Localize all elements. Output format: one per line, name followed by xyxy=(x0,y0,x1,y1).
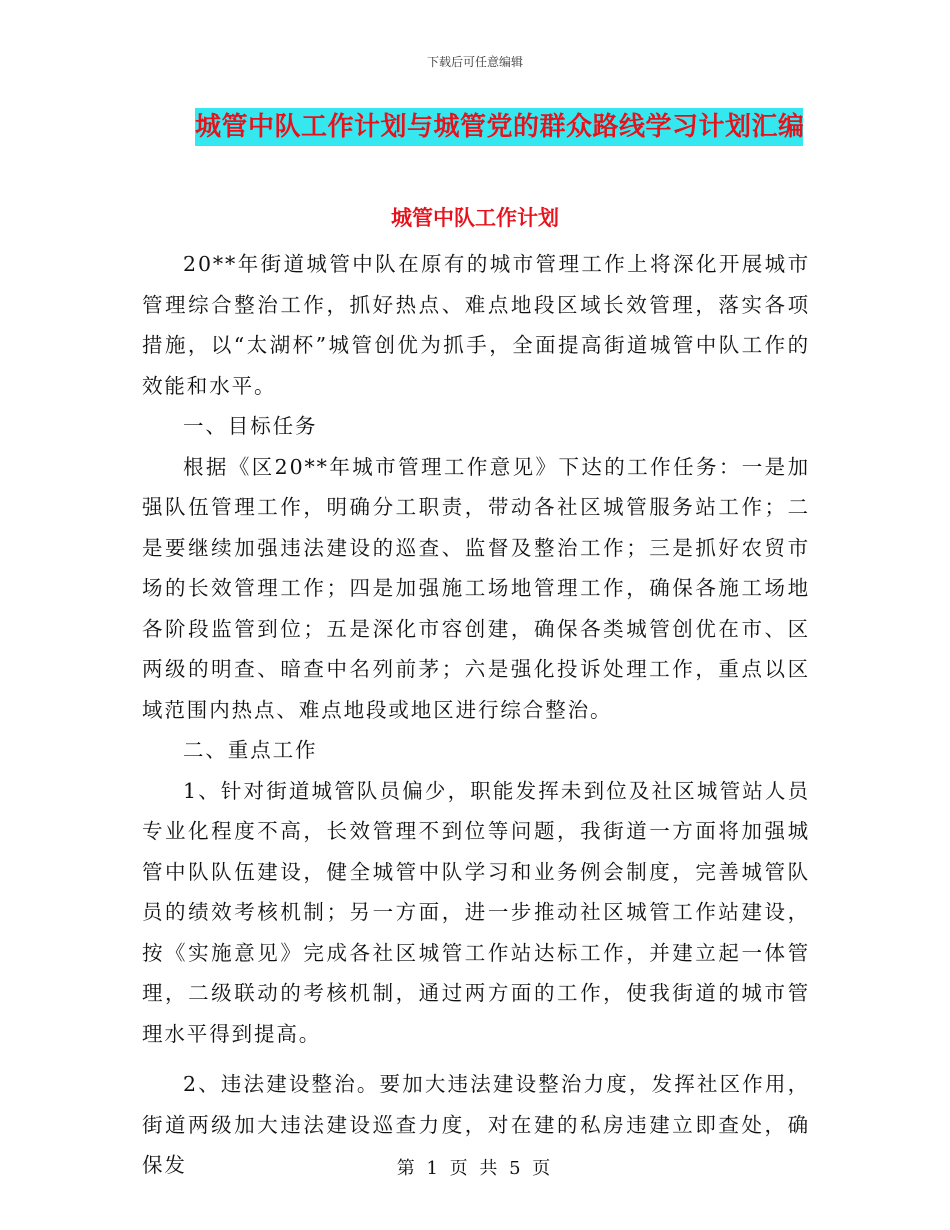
header-note: 下载后可任意编辑 xyxy=(426,55,523,69)
document-body xyxy=(142,244,810,1186)
heading-key-work: 二、重点工作 xyxy=(183,738,318,762)
document-title: 城管中队工作计划与城管党的群众路线学习计划汇编 xyxy=(195,108,803,146)
paragraph-key-work-2: 2、违法建设整治。要加大违法建设整治力度，发挥社区作用，街道两级加大违法建设巡查力度，对在建的私房违建立即查处，确保发 xyxy=(142,1072,810,1177)
paragraph-intro: 20**年街道城管中队在原有的城市管理工作上将深化开展城市管理综合整治工作，抓好热点、难点地段区域长效管理，落实各项措施，以“太湖杯”城管创优为抓手，全面提高街道城管中队工作的效能和水平。 xyxy=(142,252,810,398)
paragraph-key-work-1: 1、针对街道城管队员偏少，职能发挥未到位及社区城管站人员专业化程度不高，长效管理不到位等问题，我街道一方面将加强城管中队队伍建设，健全城管中队学习和业务例会制度，完善城管队员的绩效考核机制；另一方面，进一步推动社区城管工作站建设，按《实施意见》完成各社区城管工作站达标工作，并建立起一体管理，二级联动的考核机制，通过两方面的工作，使我街道的城市管理水平得到提高。 xyxy=(142,778,810,1046)
heading-goals: 一、目标任务 xyxy=(183,414,318,438)
page-footer: 第 1 页 共 5 页 xyxy=(396,1158,554,1179)
paragraph-goals: 根据《区20**年城市管理工作意见》下达的工作任务：一是加强队伍管理工作，明确分工职责，带动各社区城管服务站工作；二是要继续加强违法建设的巡查、监督及整治工作；三是抓好农贸市场的长效管理工作；四是加强施工场地管理工作，确保各施工场地各阶段监管到位；五是深化市容创建，确保各类城管创优在市、区两级的明查、暗查中名列前茅；六是强化投诉处理工作，重点以区域范围内热点、难点地段或地区进行综合整治。 xyxy=(142,454,810,722)
section-title: 城管中队工作计划 xyxy=(391,206,559,230)
